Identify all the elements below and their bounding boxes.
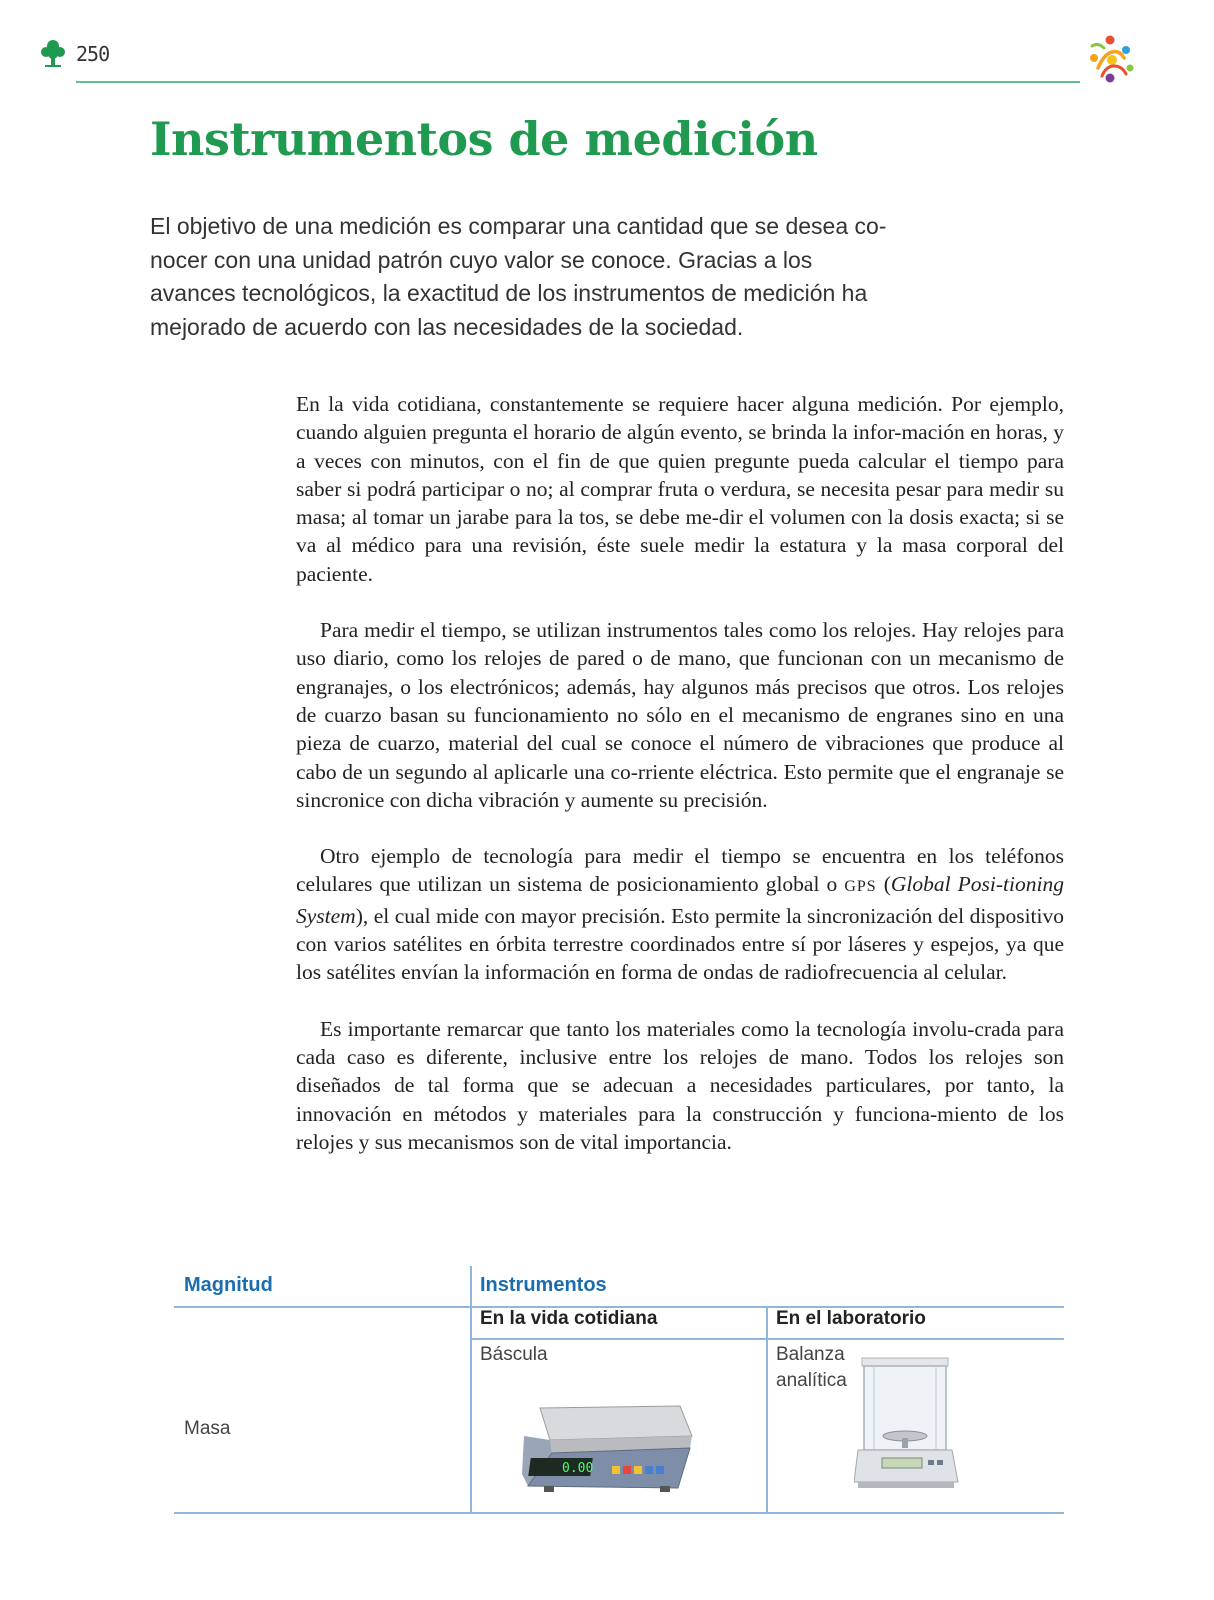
paragraph-gps — [296, 842, 1064, 986]
cell-balanza-line2: analítica — [776, 1370, 847, 1391]
scale-display-text: 0.00 — [562, 1461, 594, 1476]
body-text — [296, 390, 1064, 1184]
analytical-balance-image — [854, 1354, 964, 1494]
header-instrumentos: Instrumentos — [480, 1274, 607, 1296]
gps-text-2: ( — [876, 872, 891, 897]
kitchen-scale-image — [520, 1378, 700, 1498]
page-header — [0, 0, 1214, 90]
cell-balanza-line1: Balanza — [776, 1344, 845, 1365]
intro-paragraph: El objetivo de una medición es comparar una cantidad que se desea co-nocer con una unidad patrón cuyo valor se conoce. Gracias a los avances tecnológicos, la exactitud de los instrumentos de medición ha mejorado de acuerdo con las necesidades de la sociedad. — [150, 213, 887, 340]
page-title: Instrumentos de medición — [150, 112, 818, 166]
paragraph-clocks: Para medir el tiempo, se utilizan instrumentos tales como los relojes. Hay relojes para uso diario, como los relojes de pared o de mano, que funcionan con un mecanismo de engranajes, o los electrónicos; además, hay algunos más precisos que otros. Los relojes de cuarzo basan su funcionamiento no sólo en el mecanismo de engranes sino en una pieza de cuarzo, material del cual se conoce el número de vibraciones que produce al cabo de un segundo al aplicarle una co-rriente eléctrica. Esto permite que el engranaje se sincronice con dicha vibración y aumente su precisión. — [296, 618, 1064, 812]
instruments-table — [174, 1274, 1064, 1514]
colorful-figure-logo — [1084, 32, 1140, 84]
paragraph-daily-measurement: En la vida cotidiana, constantemente se requiere hacer alguna medición. Por ejemplo, cuando alguien pregunta el horario de algún evento, se brinda la infor-mación en horas, y a veces con minutos, con el fin de que quien pregunte pueda calcular el tiempo para saber si podrá participar o no; al comprar fruta o verdura, se necesita pesar para medir su masa; al tomar un jarabe para la tos, se debe me-dir el volumen con la dosis exacta; si se va al médico para una revisión, éste suele medir la estatura y la masa corporal del paciente. — [296, 392, 1064, 586]
gps-text-1: Otro ejemplo de tecnología para medir el tiempo se encuentra en los teléfonos celulares que utilizan un sistema de posicionamiento global o — [296, 844, 1064, 897]
gps-full-name: Global Posi-tioning System — [296, 872, 1064, 928]
tree-icon — [40, 38, 66, 68]
column-divider-1 — [470, 1266, 472, 1514]
gps-text-3: ), el cual mide con mayor precisión. Esto permite la sincronización del dispositivo con varios satélites en órbita terrestre coordinados entre sí por láseres y espejos, ya que los satélites envían la información en forma de ondas de radiofrecuencia al celular. — [296, 903, 1064, 985]
cell-bascula: Báscula — [480, 1344, 548, 1365]
subheader-rule — [470, 1338, 1064, 1340]
page-number: 250 — [76, 42, 110, 66]
subheader-laboratorio: En el laboratorio — [776, 1308, 926, 1329]
cell-masa: Masa — [184, 1418, 231, 1439]
table-bottom-rule — [174, 1512, 1064, 1514]
header-rule — [76, 81, 1080, 83]
gps-abbreviation: GPS — [844, 878, 877, 896]
paragraph-materials: Es importante remarcar que tanto los materiales como la tecnología involu-crada para cada caso es diferente, inclusive entre los relojes de mano. Todos los relojes son diseñados de tal forma que se adecuan a necesidades particulares, por tanto, la innovación en métodos y materiales para la construcción y funciona-miento de los relojes y sus mecanismos son de vital importancia. — [296, 1016, 1064, 1154]
subheader-cotidiana: En la vida cotidiana — [480, 1308, 658, 1329]
header-magnitud: Magnitud — [184, 1274, 273, 1296]
